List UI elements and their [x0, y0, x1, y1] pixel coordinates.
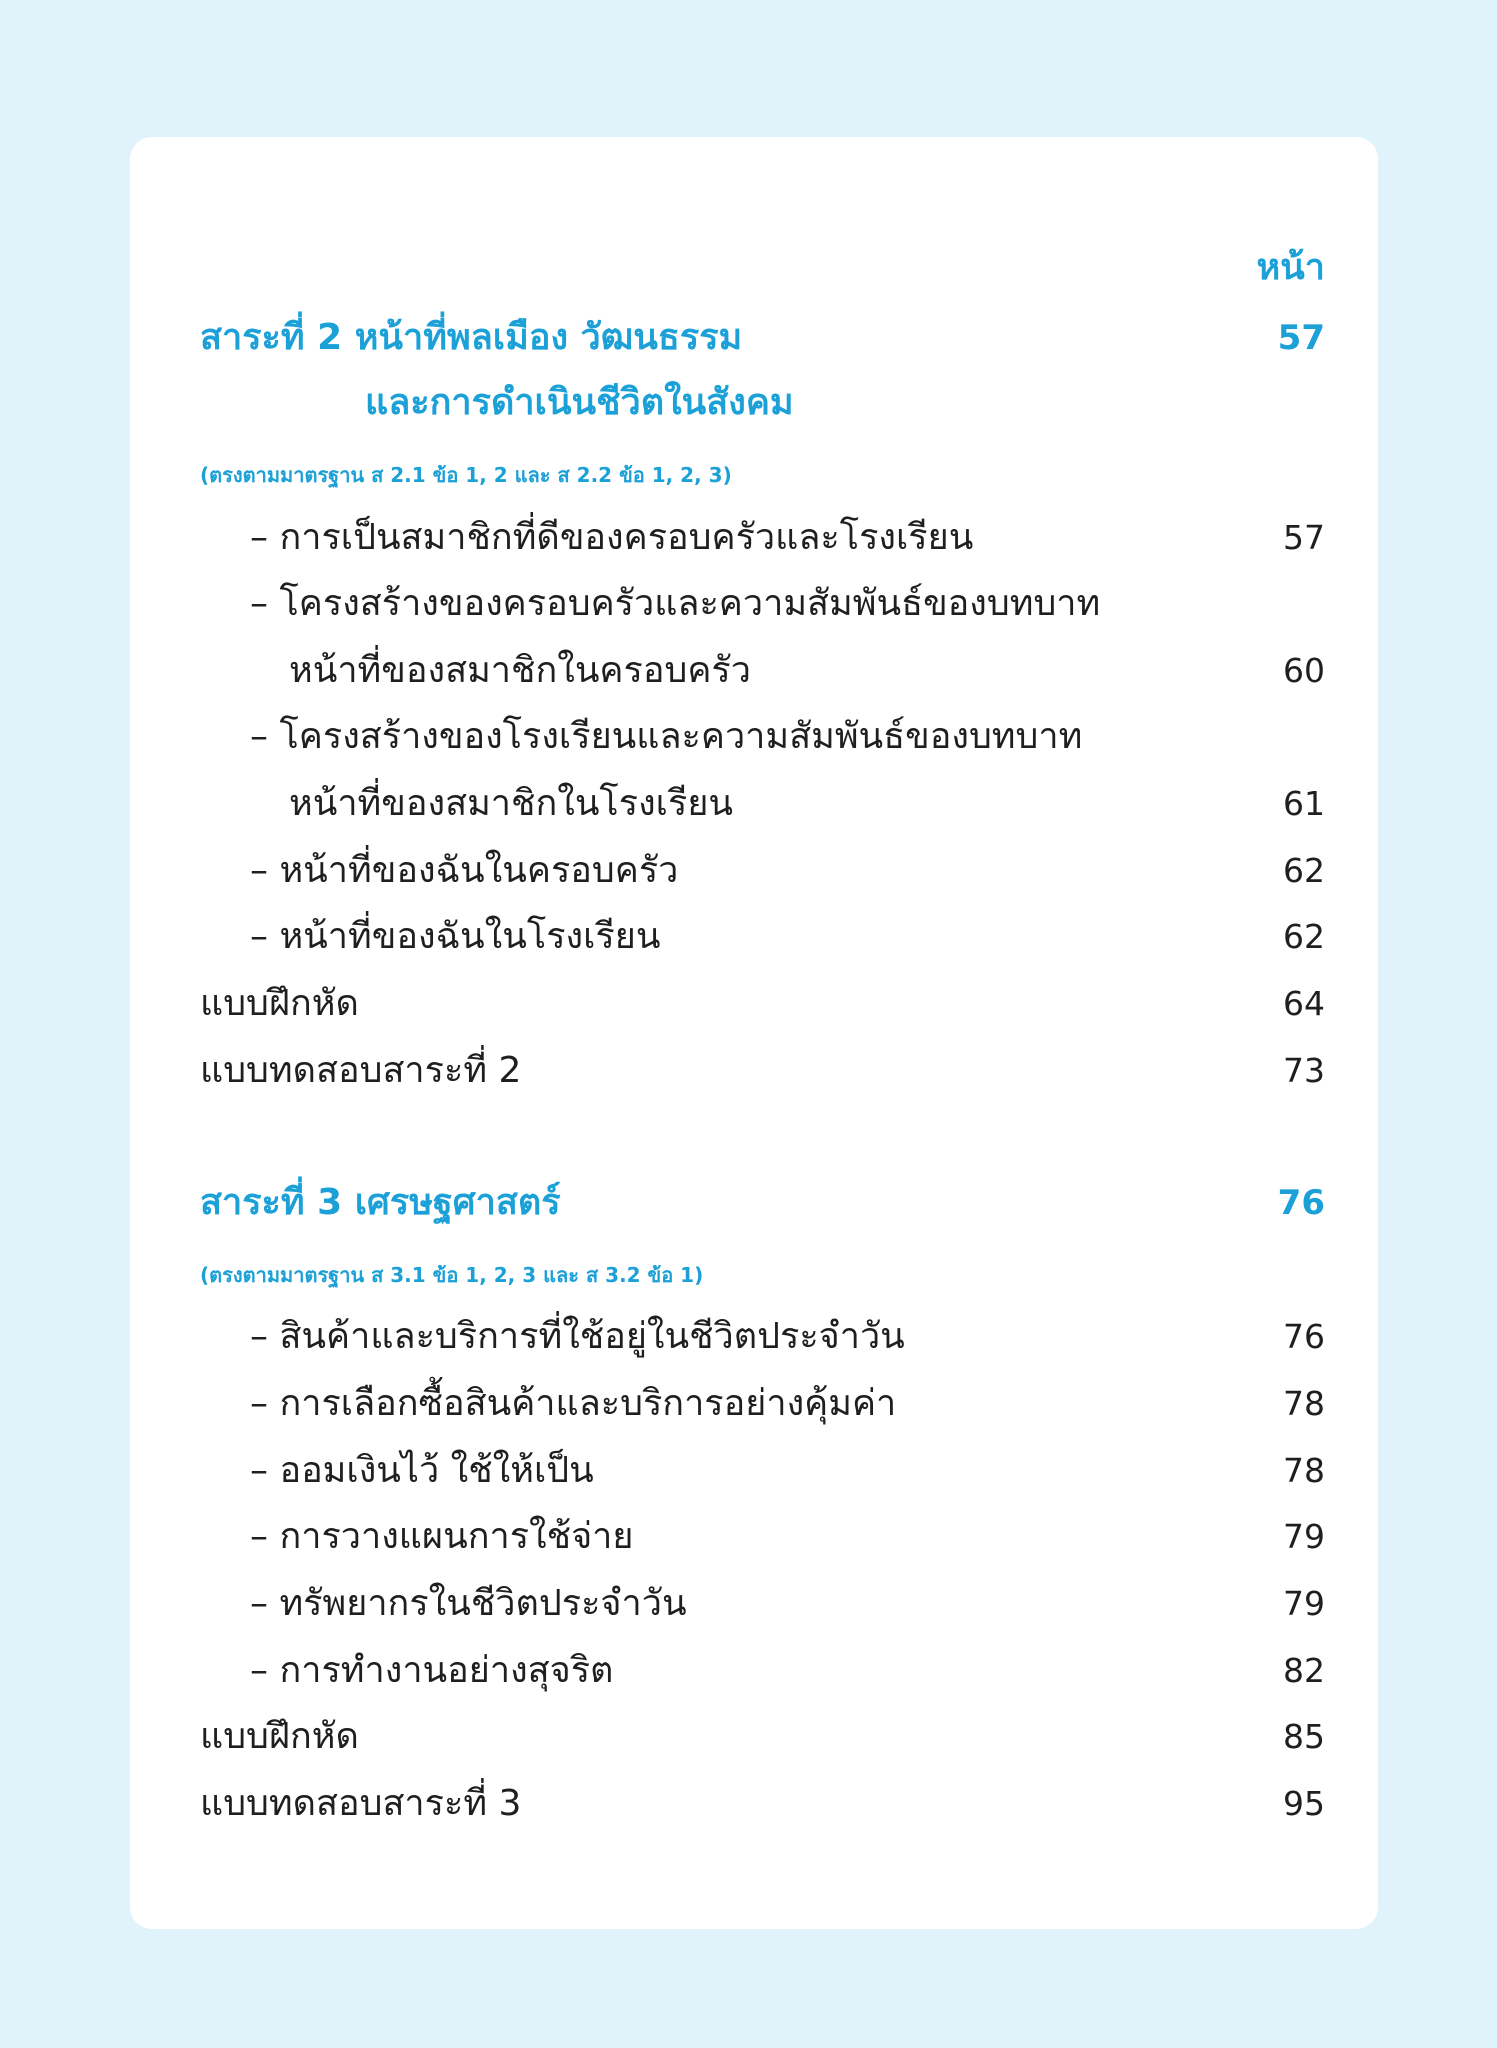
- toc-exercise-page: 85: [1283, 1717, 1325, 1756]
- toc-entry: [0, 1641, 1497, 1701]
- toc-exercise: [0, 974, 1497, 1034]
- toc-entry: [0, 907, 1497, 967]
- toc-entry-label: – หน้าที่ของฉันในโรงเรียน: [250, 916, 661, 957]
- page-column-header: หน้า: [1256, 247, 1325, 288]
- section-2-heading-line2: [0, 373, 1497, 433]
- toc-entry-page: 62: [1283, 851, 1325, 890]
- toc-entry-label: – การทำงานอย่างสุจริต: [250, 1650, 614, 1691]
- toc-entry: [0, 1307, 1497, 1367]
- toc-entry: [0, 707, 1497, 767]
- section-3-title: สาระที่ 3 เศรษฐศาสตร์: [200, 1182, 561, 1223]
- toc-entry-label: – การเป็นสมาชิกที่ดีของครอบครัวและโรงเรียน: [250, 517, 974, 558]
- toc-entry-label: – ออมเงินไว้ ใช้ให้เป็น: [250, 1450, 594, 1491]
- toc-entry-page: 76: [1283, 1317, 1325, 1356]
- toc-entry-page: 82: [1283, 1651, 1325, 1690]
- toc-entry: [0, 1507, 1497, 1567]
- toc-entry-label: – โครงสร้างของโรงเรียนและความสัมพันธ์ของบทบาท: [250, 716, 1083, 757]
- section-3-standard: (ตรงตามมาตรฐาน ส 3.1 ข้อ 1, 2, 3 และ ส 3.2 ข้อ 1): [200, 1263, 704, 1287]
- section-2-title-line1: สาระที่ 2 หน้าที่พลเมือง วัฒนธรรม: [200, 317, 743, 358]
- toc-entry-label-cont: หน้าที่ของสมาชิกในครอบครัว: [289, 650, 751, 691]
- toc-entry-continued: [0, 774, 1497, 834]
- toc-exercise-label: แบบฝึกหัด: [200, 983, 359, 1024]
- toc-entry-page: 78: [1283, 1384, 1325, 1423]
- section-2-heading: [0, 308, 1497, 368]
- toc-entry: [0, 574, 1497, 634]
- toc-entry-label: – การวางแผนการใช้จ่าย: [250, 1516, 634, 1557]
- toc-entry-label: – สินค้าและบริการที่ใช้อยู่ในชีวิตประจำวัน: [250, 1316, 905, 1357]
- toc-entry-page: 60: [1283, 651, 1325, 690]
- section-3-page: 76: [1277, 1183, 1325, 1223]
- section-2-standard: (ตรงตามมาตรฐาน ส 2.1 ข้อ 1, 2 และ ส 2.2 ข้อ 1, 2, 3): [200, 463, 732, 487]
- toc-entry: [0, 1374, 1497, 1434]
- toc-entry-page: 61: [1283, 784, 1325, 823]
- toc-entry-page: 79: [1283, 1584, 1325, 1623]
- toc-entry: [0, 841, 1497, 901]
- toc-entry-label-cont: หน้าที่ของสมาชิกในโรงเรียน: [289, 783, 734, 824]
- toc-test-page: 73: [1283, 1051, 1325, 1090]
- toc-entry-label: – โครงสร้างของครอบครัวและความสัมพันธ์ของบทบาท: [250, 583, 1101, 624]
- toc-test: [0, 1041, 1497, 1101]
- toc-entry-label: – การเลือกซื้อสินค้าและบริการอย่างคุ้มค่า: [250, 1383, 897, 1424]
- toc-entry: [0, 508, 1497, 568]
- toc-test-page: 95: [1283, 1784, 1325, 1823]
- toc-entry-label: – ทรัพยากรในชีวิตประจำวัน: [250, 1583, 687, 1624]
- toc-entry: [0, 1441, 1497, 1501]
- toc-entry-continued: [0, 641, 1497, 701]
- toc-entry: [0, 1574, 1497, 1634]
- toc-test-label: แบบทดสอบสาระที่ 3: [200, 1783, 522, 1824]
- toc-exercise: [0, 1707, 1497, 1767]
- section-2-title-line2: และการดำเนินชีวิตในสังคม: [365, 382, 794, 423]
- toc-entry-page: 79: [1283, 1517, 1325, 1556]
- toc-entry-page: 78: [1283, 1451, 1325, 1490]
- toc-test-label: แบบทดสอบสาระที่ 2: [200, 1050, 522, 1091]
- toc-test: [0, 1774, 1497, 1834]
- toc-entry-page: 57: [1283, 518, 1325, 557]
- toc-entry-page: 62: [1283, 917, 1325, 956]
- toc-exercise-label: แบบฝึกหัด: [200, 1716, 359, 1757]
- toc-exercise-page: 64: [1283, 984, 1325, 1023]
- section-2-page: 57: [1277, 318, 1325, 358]
- toc-entry-label: – หน้าที่ของฉันในครอบครัว: [250, 850, 679, 891]
- section-3-heading: [0, 1173, 1497, 1233]
